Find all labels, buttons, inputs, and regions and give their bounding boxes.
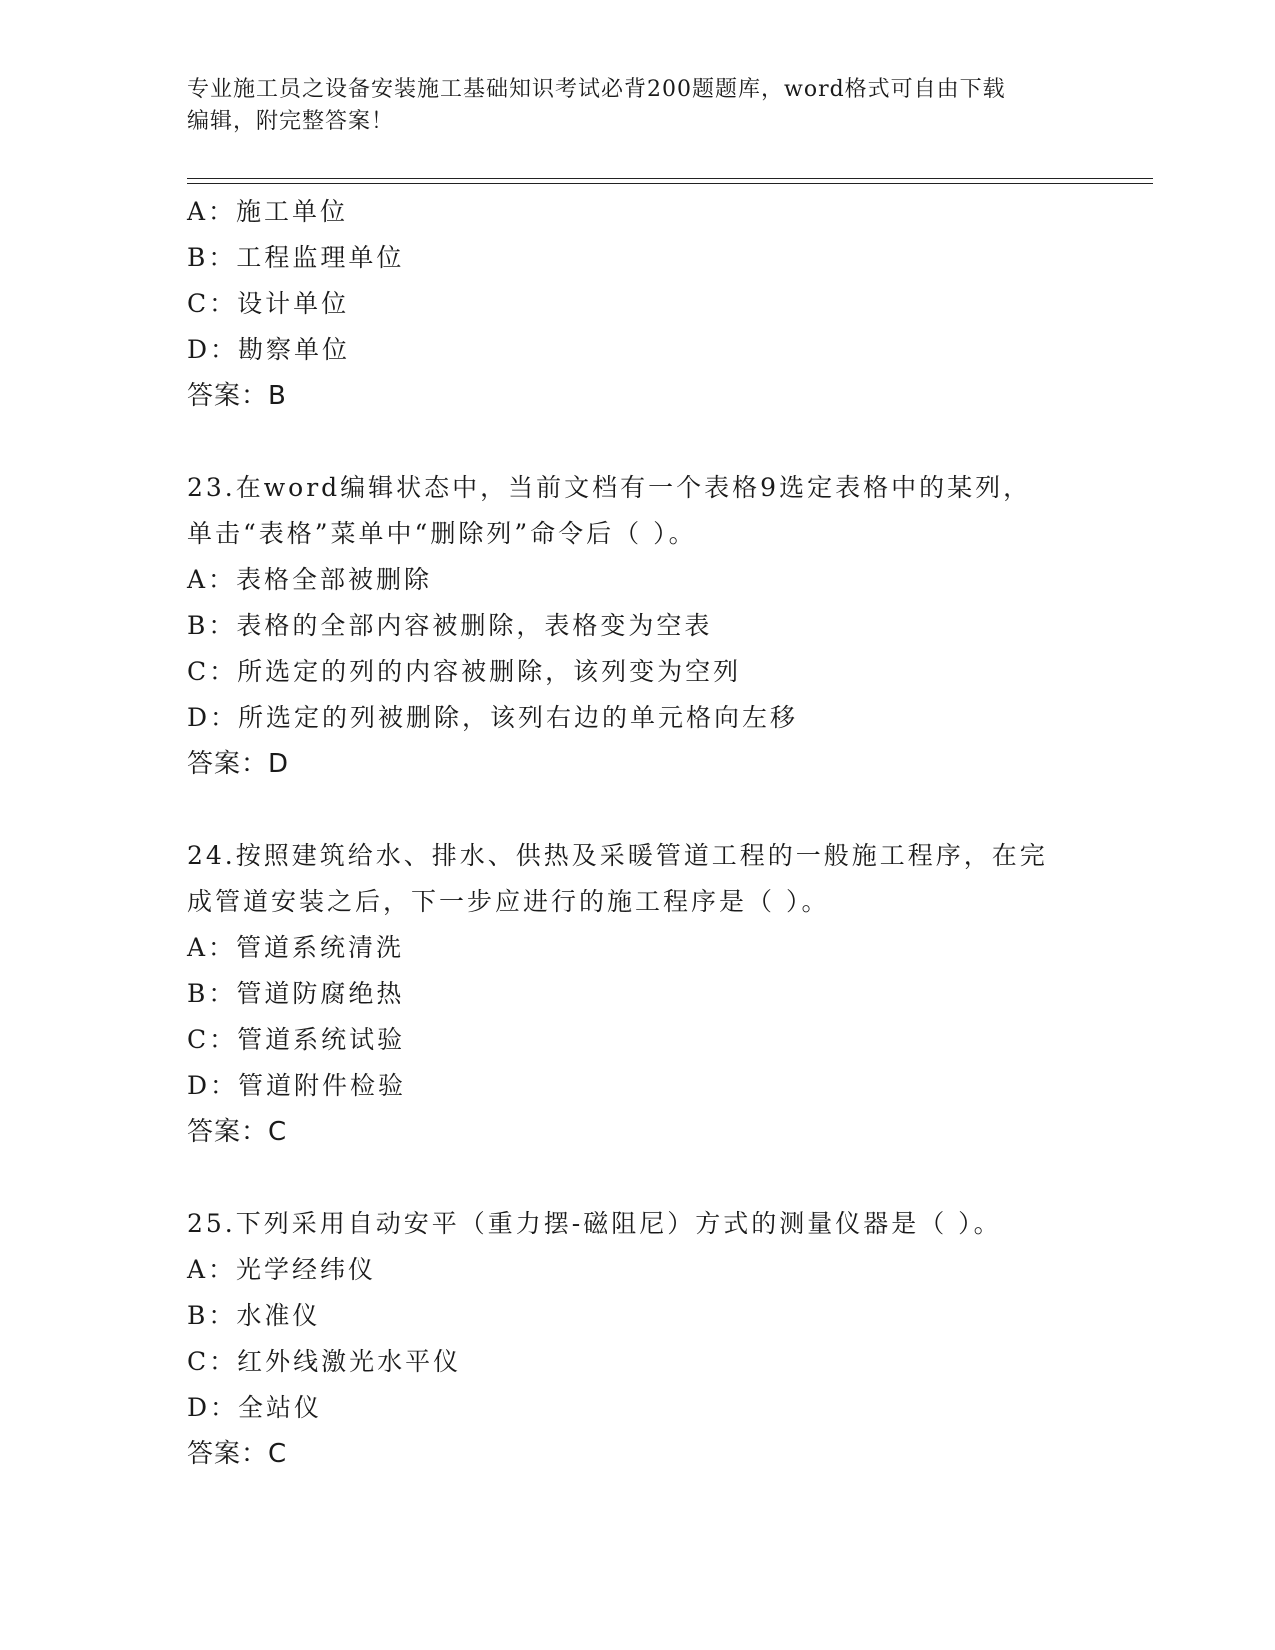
header-divider-bottom (187, 183, 1153, 184)
header-divider-top (187, 178, 1153, 179)
answer-text: 答案：B (187, 381, 287, 411)
option-c: C：所选定的列的内容被删除，该列变为空列 (187, 657, 742, 686)
question-23 (187, 465, 1087, 787)
option-a: A：表格全部被删除 (187, 565, 433, 594)
spacer (187, 419, 1087, 465)
header-line-2: 编辑，附完整答案！ (187, 109, 395, 134)
option-b: B：工程监理单位 (187, 243, 405, 272)
answer-text: 答案：C (187, 1117, 288, 1147)
option-b: B：水准仪 (187, 1301, 321, 1330)
question-stem: 23.在word编辑状态中，当前文档有一个表格9选定表格中的某列， (187, 473, 1032, 502)
question-25 (187, 1201, 1087, 1477)
question-22 (187, 189, 1087, 419)
option-b: B：表格的全部内容被删除，表格变为空表 (187, 611, 713, 640)
option-a: A：施工单位 (187, 197, 349, 226)
question-stem: 24.按照建筑给水、排水、供热及采暖管道工程的一般施工程序，在完 (187, 841, 1048, 870)
spacer (187, 787, 1087, 833)
document-header (187, 74, 1067, 138)
question-stem: 25.下列采用自动安平（重力摆-磁阻尼）方式的测量仪器是（ ）。 (187, 1209, 1002, 1238)
option-d: D：勘察单位 (187, 335, 351, 364)
spacer (187, 1155, 1087, 1201)
answer-text: 答案：D (187, 749, 290, 779)
option-d: D：全站仪 (187, 1393, 323, 1422)
question-24 (187, 833, 1087, 1155)
question-stem-continued: 单击“表格”菜单中“删除列”命令后（ ）。 (187, 519, 697, 548)
option-c: C：管道系统试验 (187, 1025, 406, 1054)
option-c: C：设计单位 (187, 289, 350, 318)
option-c: C：红外线激光水平仪 (187, 1347, 462, 1376)
header-line-1: 专业施工员之设备安装施工基础知识考试必背200题题库，word格式可自由下载 (187, 77, 1006, 102)
option-a: A：光学经纬仪 (187, 1255, 377, 1284)
option-a: A：管道系统清洗 (187, 933, 405, 962)
answer-text: 答案：C (187, 1439, 288, 1469)
question-list (187, 189, 1087, 1477)
option-d: D：所选定的列被删除，该列右边的单元格向左移 (187, 703, 799, 732)
option-b: B：管道防腐绝热 (187, 979, 405, 1008)
question-stem-continued: 成管道安装之后，下一步应进行的施工程序是（ ）。 (187, 887, 830, 916)
option-d: D：管道附件检验 (187, 1071, 407, 1100)
